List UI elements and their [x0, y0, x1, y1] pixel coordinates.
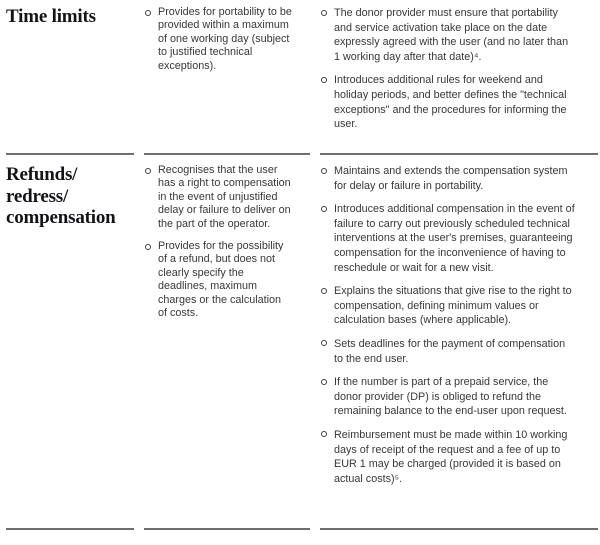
bullet-icon — [321, 168, 327, 174]
bullet-text: Recognises that the user has a right to compensation in the event of unjustified delay or failure to deliver on the part of the operator. — [158, 164, 291, 230]
list-item — [320, 375, 598, 419]
bullet-icon — [321, 340, 327, 346]
row-label-cell — [6, 6, 134, 155]
bullet-icon — [321, 10, 327, 16]
bullet-text: Introduces additional rules for weekend and holiday periods, and better defines the "technical exceptions" and the procedures for informing the user. — [334, 74, 567, 131]
detail-cell — [320, 155, 598, 530]
bullet-text: If the number is part of a prepaid service, the donor provider (DP) is obliged to refund the remaining balance to the end-user upon request. — [334, 376, 567, 418]
bullet-icon — [321, 288, 327, 294]
row-label-line: Time limits — [6, 6, 96, 27]
list-item — [144, 164, 310, 231]
bullet-icon — [321, 379, 327, 385]
row-label-cell — [6, 155, 134, 530]
bullet-text: Provides for the possibility of a refund, but does not clearly specify the deadlines, maximum charges or the calculation of costs. — [158, 240, 284, 320]
row-label-line: redress/ — [6, 185, 69, 207]
list-item — [144, 240, 310, 320]
bullet-text: Provides for portability to be provided within a maximum of one working day (subject to justified technical exceptions). — [158, 6, 292, 72]
list-item — [320, 337, 598, 366]
summary-cell — [144, 6, 310, 155]
bullet-icon — [145, 168, 151, 174]
list-item — [320, 428, 598, 486]
detail-cell — [320, 6, 598, 155]
list-item — [320, 284, 598, 328]
bullet-icon — [321, 431, 327, 437]
row-label-line: compensation — [6, 207, 116, 228]
row-label — [6, 6, 134, 28]
list-item — [320, 73, 598, 131]
table-row-time-limits — [0, 6, 600, 155]
bullet-text: Sets deadlines for the payment of compensation to the end user. — [334, 337, 566, 365]
row-label-line: Refunds/ — [6, 164, 78, 185]
bullet-text: Explains the situations that give rise to the right to compensation, defining minimum values or calculation bases (where applicable). — [334, 285, 572, 327]
bullet-icon — [145, 244, 151, 250]
list-item — [144, 6, 310, 73]
list-item — [320, 6, 598, 64]
bullet-icon — [145, 10, 151, 16]
summary-cell — [144, 155, 310, 530]
row-label — [6, 164, 134, 229]
bullet-icon — [321, 77, 327, 83]
bullet-text: The donor provider must ensure that portability and service activation take place on the date expressly agreed with the user (and no later than 1 working day after that date)⁴. — [334, 7, 569, 63]
list-item — [320, 164, 598, 193]
bullet-text: Introduces additional compensation in the event of failure to carry out previously scheduled technical interventions at the user's premises, guaranteeing compensation for the inconvenience of having to reschedule or wait for a new visit. — [334, 203, 575, 274]
table-row-refunds-redress-compensation — [0, 155, 600, 530]
bullet-text: Maintains and extends the compensation system for delay or failure in portability. — [334, 165, 568, 192]
bullet-text: Reimbursement must be made within 10 working days of receipt of the request and a fee of up to EUR 1 may be charged (provided it is based on actual costs)⁵. — [334, 428, 568, 485]
list-item — [320, 202, 598, 275]
bullet-icon — [321, 206, 327, 212]
